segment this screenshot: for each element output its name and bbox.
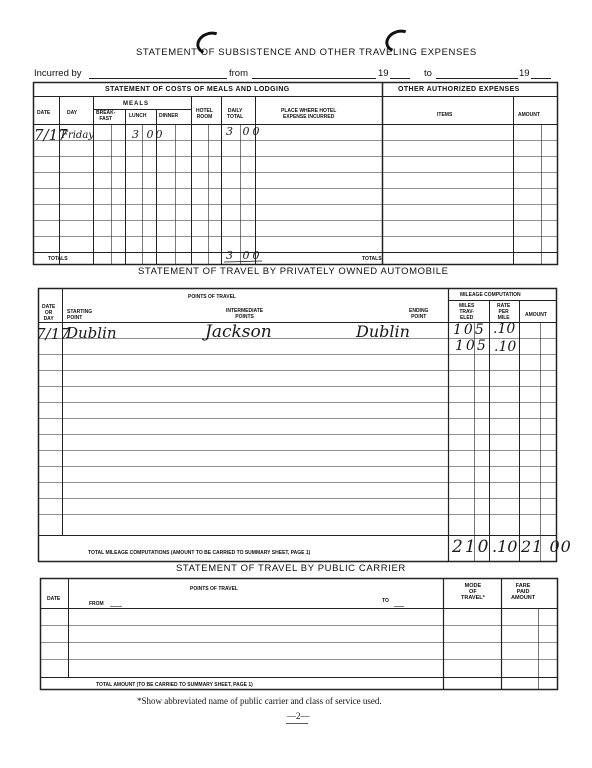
auto-total-rate[interactable]: .10 — [492, 537, 518, 556]
auto-points-of-travel: POINTS OF TRAVEL — [188, 294, 236, 300]
auto-col-amount-header: AMOUNT — [525, 312, 547, 318]
auto-entry-end[interactable]: Dublin — [356, 322, 410, 341]
meals-entry-lunch[interactable]: 3 00 — [132, 128, 165, 141]
form-title: STATEMENT OF SUBSISTENCE AND OTHER TRAVELING EXPENSES — [136, 47, 477, 58]
totals-label-left: TOTALS — [48, 256, 68, 262]
auto-entry-start[interactable]: Dublin — [66, 324, 117, 342]
page-number: —2— — [287, 711, 310, 721]
auto-total-miles[interactable]: 210 — [452, 537, 491, 557]
meals-entry-daily-total[interactable]: 3 00 — [226, 125, 263, 138]
meals-entry-date[interactable]: 7/17 — [34, 126, 68, 144]
col-items-header: ITEMS — [437, 112, 453, 118]
col-daily-total-header: DAILY TOTAL — [227, 108, 244, 120]
public-points-of-travel: POINTS OF TRAVEL — [190, 586, 238, 592]
other-expenses-title: OTHER AUTHORIZED EXPENSES — [398, 86, 520, 93]
col-breakfast-header: BREAK- FAST — [96, 110, 116, 122]
meals-group-header: MEALS — [123, 101, 149, 107]
public-from-label: FROM — [89, 601, 104, 607]
year2-label: 19 — [519, 68, 530, 79]
col-amount-header: AMOUNT — [518, 112, 540, 118]
auto-col-rate-header: RATE PER MILE — [497, 303, 511, 321]
auto-col-miles-header: MILES TRAV- ELED — [459, 303, 475, 321]
auto-entry-rate-1[interactable]: .10 — [493, 321, 516, 337]
col-date-header: DATE — [37, 110, 51, 116]
public-total-label: TOTAL AMOUNT (TO BE CARRIED TO SUMMARY SHEET, PAGE 1) — [96, 682, 253, 688]
auto-total-amount[interactable]: 21 00 — [521, 537, 572, 556]
auto-entry-intermediate[interactable]: Jackson — [205, 322, 272, 342]
from-label: from — [229, 68, 248, 79]
meals-total-daily[interactable]: 3 00 — [226, 249, 263, 262]
year1-label: 19 — [378, 68, 389, 79]
footnote: *Show abbreviated name of public carrier and class of service used. — [137, 696, 382, 706]
col-place-header: PLACE WHERE HOTEL EXPENSE INCURRED — [281, 108, 337, 120]
col-lunch-header: LUNCH — [129, 113, 147, 119]
auto-col-date-header: DATE OR DAY — [42, 304, 56, 322]
public-to-label: TO — [382, 598, 389, 604]
col-hotel-header: HOTEL ROOM — [196, 108, 213, 120]
auto-entry-date[interactable]: 7/17 — [36, 325, 70, 343]
meals-section-title: STATEMENT OF COSTS OF MEALS AND LODGING — [105, 86, 290, 93]
to-label: to — [424, 68, 432, 79]
auto-col-end-header: ENDING POINT — [409, 308, 429, 320]
col-day-header: DAY — [67, 110, 78, 116]
meals-entry-day[interactable]: Friday — [61, 130, 94, 141]
auto-mileage-header: MILEAGE COMPUTATION — [460, 292, 521, 298]
incurred-by-label: Incurred by — [34, 68, 82, 79]
auto-entry-miles-2[interactable]: 105 — [455, 338, 488, 354]
auto-col-start-header: STARTING POINT — [67, 309, 93, 321]
totals-label-right: TOTALS — [362, 256, 382, 262]
public-col-fare-header: FARE PAID AMOUNT — [511, 583, 536, 601]
public-col-date-header: DATE — [47, 596, 61, 602]
auto-section-title: STATEMENT OF TRAVEL BY PRIVATELY OWNED AUTOMOBILE — [138, 266, 449, 277]
col-dinner-header: DINNER — [159, 113, 179, 119]
auto-entry-miles-1[interactable]: 105 — [453, 322, 486, 338]
auto-col-inter-header: INTERMEDIATE POINTS — [226, 308, 264, 320]
public-section-title: STATEMENT OF TRAVEL BY PUBLIC CARRIER — [176, 563, 406, 574]
auto-entry-rate-2[interactable]: .10 — [494, 339, 517, 355]
auto-total-label: TOTAL MILEAGE COMPUTATIONS (AMOUNT TO BE CARRIED TO SUMMARY SHEET, PAGE 1) — [88, 550, 311, 556]
public-col-mode-header: MODE OF TRAVEL* — [461, 583, 485, 601]
